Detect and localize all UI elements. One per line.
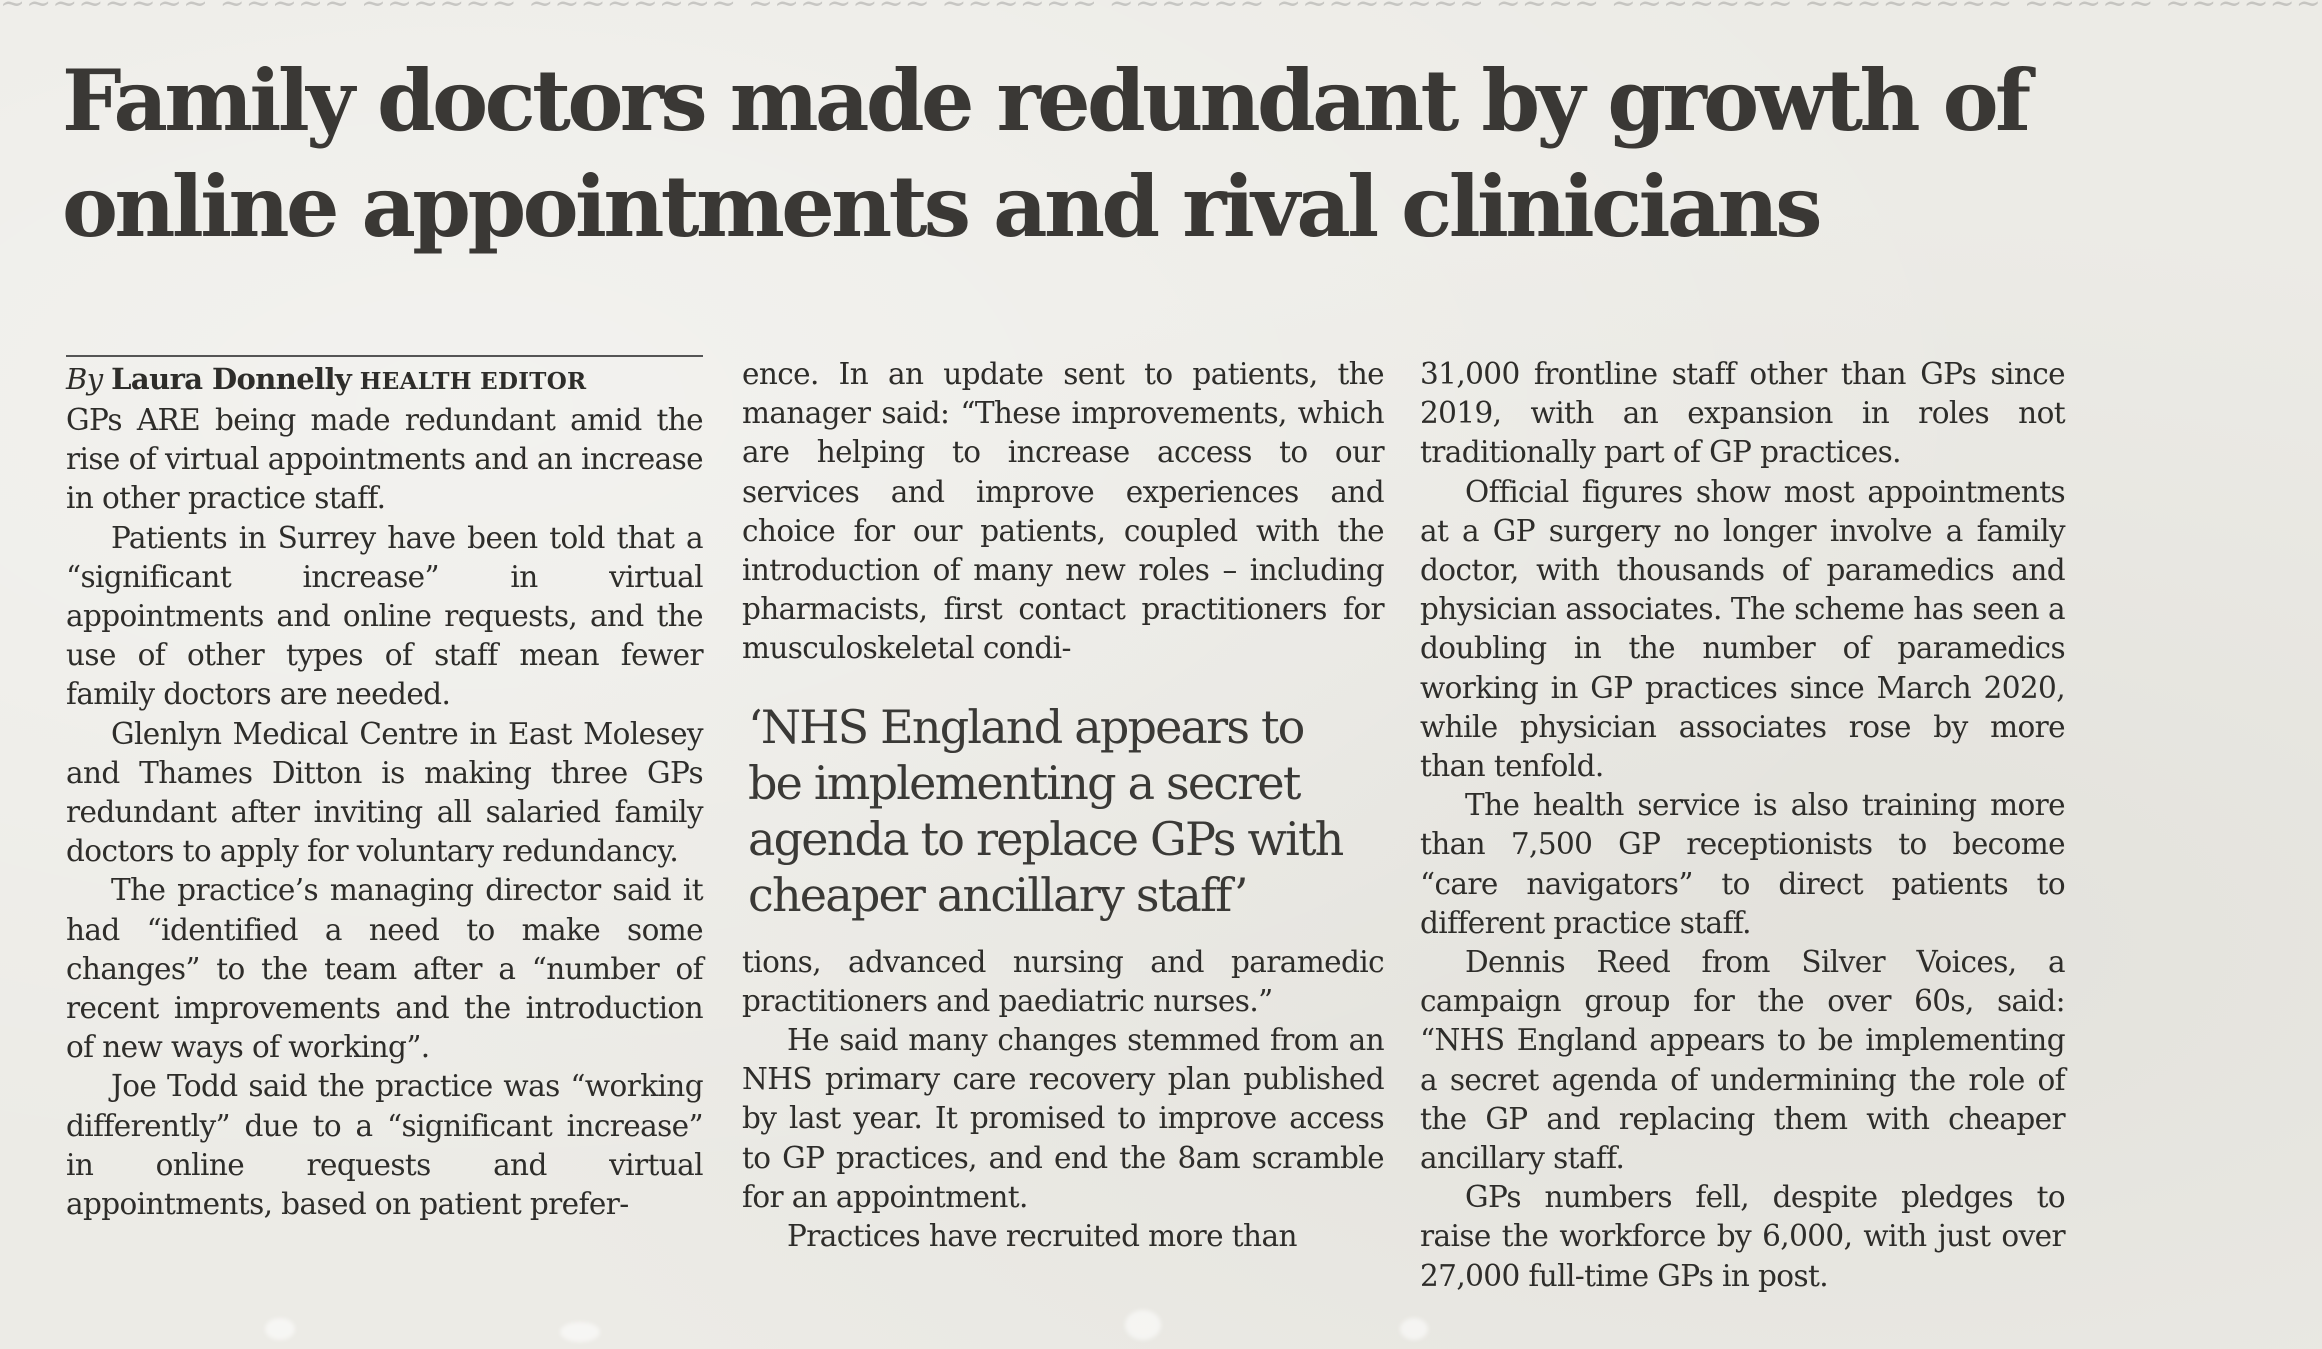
- column-3: [1420, 355, 2065, 1296]
- paragraph: ence. In an update sent to patients, the manager said: “These improvements, which are helping to increase access to our services and improve experiences and choice for our patients, coupled with the introduction of many new roles – including pharmacists, first contact practitioners for musculoskeletal condi-: [742, 357, 1384, 666]
- paragraph: tions, advanced nursing and paramedic practitioners and paediatric nurses.”: [742, 944, 1384, 1018]
- paper-mark: [265, 1318, 295, 1340]
- paragraph: Joe Todd said the practice was “working differently” due to a “significant increase” in online requests and virtual appointments, based on patient prefer-: [66, 1069, 703, 1222]
- paper-mark: [1125, 1310, 1161, 1340]
- byline-rule: [66, 355, 703, 357]
- paragraph: Practices have recruited more than: [787, 1219, 1297, 1254]
- headline: Family doctors made redundant by growth of online appointments and rival clinicians: [62, 51, 2028, 256]
- byline-by: By: [66, 362, 103, 396]
- paragraph: GPs ARE being made redundant amid the rise of virtual appointments and an increase in other practice staff.: [66, 403, 703, 516]
- paragraph: The health service is also training more than 7,500 GP receptionists to become “care navigators” to direct patients to different practice staff.: [1420, 788, 2065, 940]
- byline: [66, 360, 703, 401]
- paragraph: Official figures show most appointments at a GP surgery no longer involve a family doctor, with thousands of paramedics and physician associates. The scheme has seen a doubling in the number of paramedics working in GP practices since March 2020, while physician associates rose by more than tenfold.: [1420, 474, 2065, 784]
- paragraph: Glenlyn Medical Centre in East Molesey and Thames Ditton is making three GPs redundant after inviting all salaried family doctors to apply for voluntary redundancy.: [66, 716, 703, 869]
- show-through-text: ~~~~~~~~ ~~~~~ ~~~~~~ ~~~~~~~~ ~~~~~~~ ~~~~~~ ~~~~~~ ~~~~~~~~ ~~~~ ~~~~~~~ ~~~~~~~~ ~~~~~ ~~~~~~: [0, 0, 2322, 21]
- paper-mark: [1400, 1318, 1428, 1340]
- paper-mark: [560, 1322, 600, 1342]
- paragraph: 31,000 frontline staff other than GPs since 2019, with an expansion in roles not traditionally part of GP practices.: [1420, 357, 2065, 470]
- byline-role: HEALTH EDITOR: [359, 368, 587, 395]
- paragraph: He said many changes stemmed from an NHS primary care recovery plan published by last year. It promised to improve access to GP practices, and end the 8am scramble for an appointment.: [742, 1023, 1384, 1214]
- column-1: [66, 360, 703, 1224]
- paragraph: The practice’s managing director said it had “identified a need to make some changes” to the team after a “number of recent improvements and the introduction of new ways of working”.: [66, 873, 703, 1065]
- column-2: [742, 355, 1384, 1256]
- pull-quote: ‘NHS England appears to be implementing a secret agenda to replace GPs with cheaper ancillary staff’: [748, 699, 1343, 922]
- paragraph: Patients in Surrey have been told that a “significant increase” in virtual appointments and online requests, and the use of other types of staff mean fewer family doctors are needed.: [66, 520, 703, 712]
- byline-author: Laura Donnelly: [111, 362, 352, 396]
- paragraph: Dennis Reed from Silver Voices, a campaign group for the over 60s, said: “NHS England appears to be implementing a secret agenda of undermining the role of the GP and replacing them with cheaper ancillary staff.: [1420, 945, 2065, 1176]
- paragraph: GPs numbers fell, despite pledges to raise the workforce by 6,000, with just over 27,000 full-time GPs in post.: [1420, 1180, 2065, 1293]
